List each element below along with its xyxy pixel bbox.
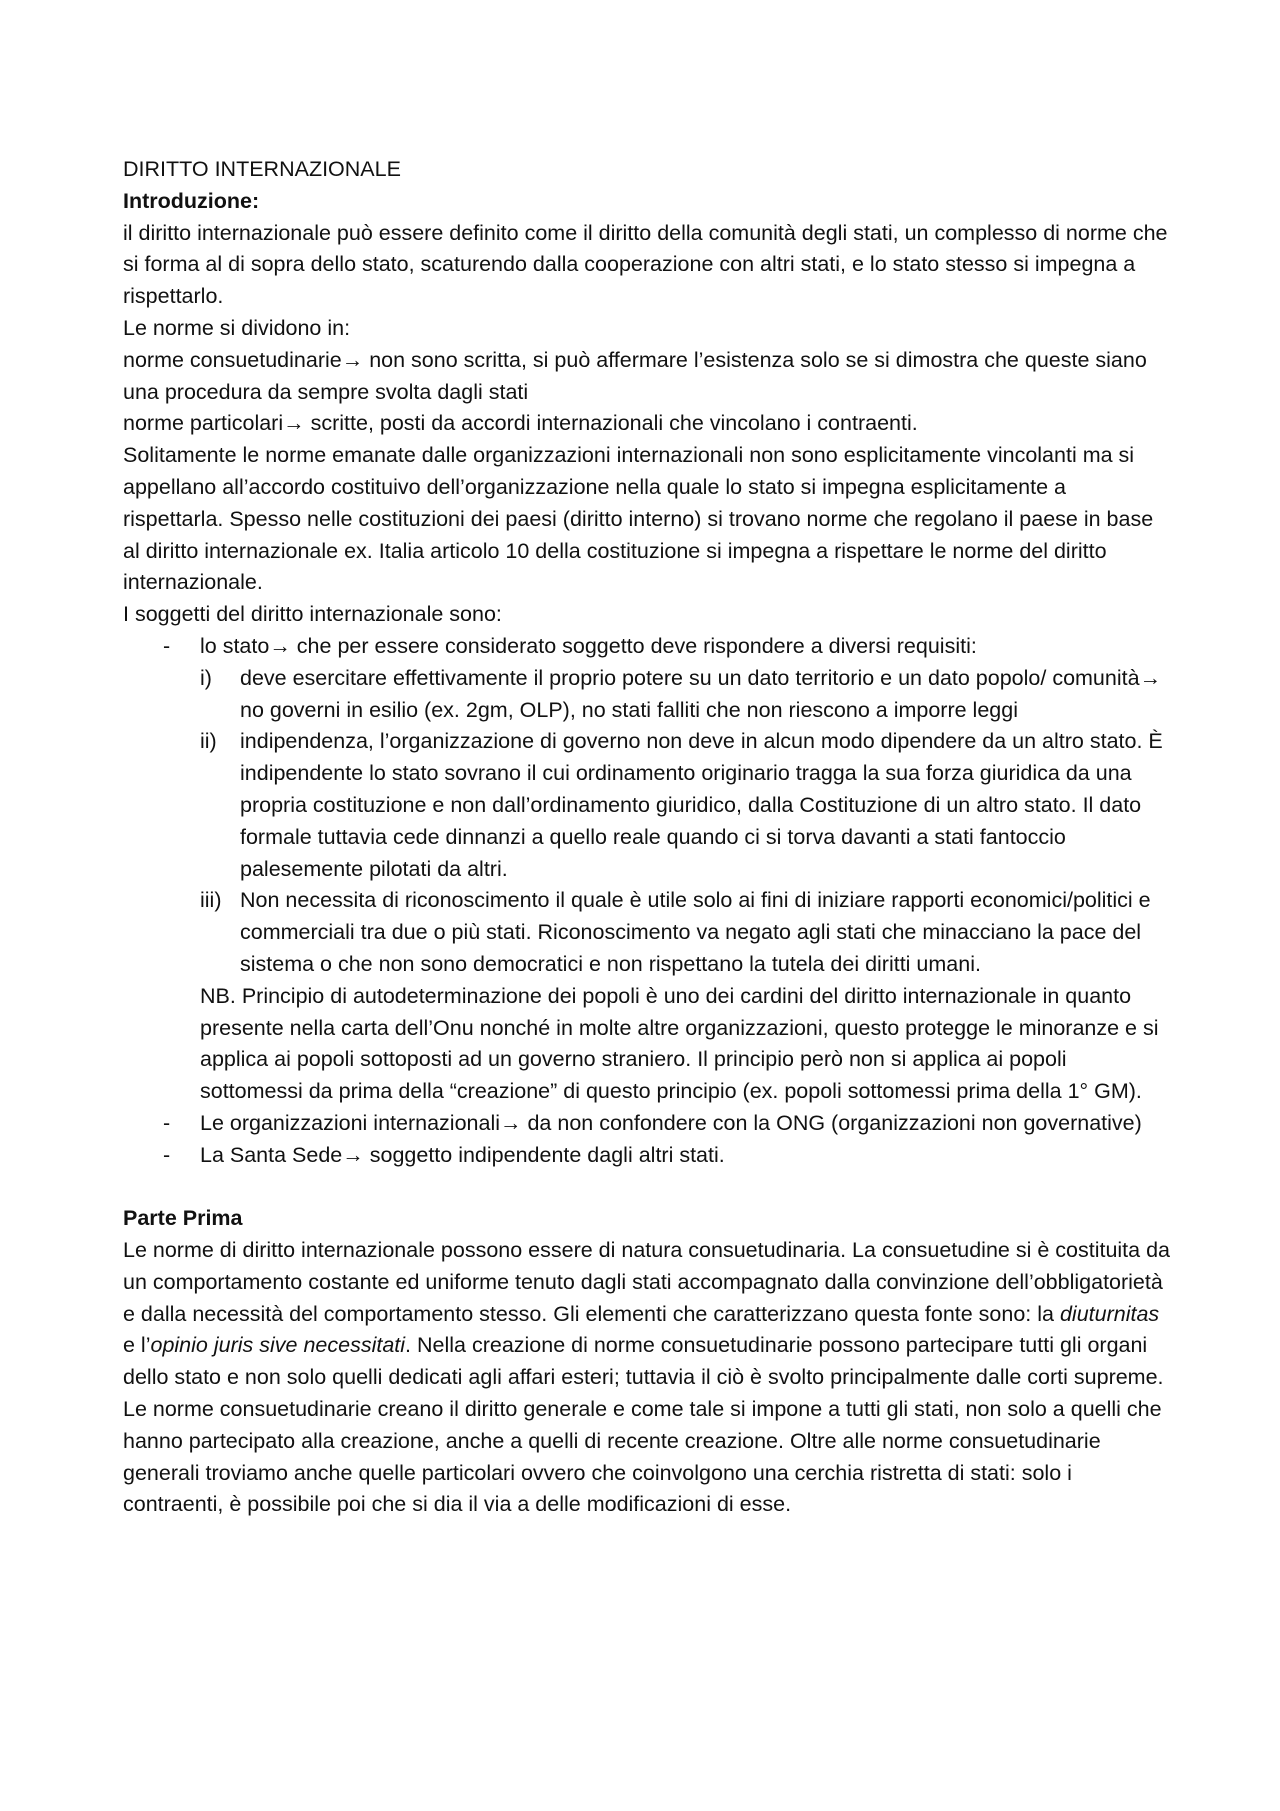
dash-marker: - <box>163 633 171 658</box>
stato-term: lo stato <box>200 633 270 658</box>
organizzazioni-text: da non confondere con la ONG (organizzazioni non governative) <box>521 1110 1142 1135</box>
divide-line: Le norme si dividono in: <box>123 315 351 340</box>
arrow-icon: → <box>269 633 291 658</box>
intro-paragraph: il diritto internazionale può essere definito come il diritto della comunità degli stati, un complesso di norme che si forma al di sopra dello stato, scaturendo dalla cooperazione con altri stati, e lo stato stesso si impegna a rispettarlo. <box>123 220 1168 309</box>
list-item-santa-sede <box>123 1140 1170 1172</box>
santa-sede-text: soggetto indipendente dagli altri stati. <box>363 1142 725 1167</box>
intro-heading: Introduzione: <box>123 188 260 213</box>
requirement-1-text-a: deve esercitare effettivamente il proprio potere su un dato territorio e un dato popolo/ comunità <box>240 665 1140 690</box>
diuturnitas-term: diuturnitas <box>1059 1301 1160 1326</box>
parte-text-a: Le norme di diritto internazionale possono essere di natura consuetudinaria. La consuetudine si è costituita da un comportamento costante ed uniforme tenuto dagli stati accompagnato dalla convinzione dell’obbligatorietà e dalla necessità del comportamento stesso. Gli elementi che caratterizzano questa fonte sono: la <box>123 1238 1170 1326</box>
requirement-3 <box>123 885 1170 980</box>
requirement-2 <box>123 726 1170 885</box>
particolari-text: scritte, posti da accordi internazionali che vincolano i contraenti. <box>304 411 918 436</box>
particolari-term: norme particolari <box>123 411 284 436</box>
requirement-1 <box>123 663 1170 727</box>
document-title: DIRITTO INTERNAZIONALE <box>123 157 401 181</box>
opinio-juris-term: opinio juris sive necessitati <box>150 1333 406 1358</box>
dash-marker: - <box>163 1110 171 1135</box>
roman-marker: iii) <box>200 888 222 913</box>
parte-prima-heading: Parte Prima <box>123 1206 243 1231</box>
soggetti-line: I soggetti del diritto internazionale sono: <box>123 602 502 627</box>
parte-text-b: e l’ <box>123 1333 151 1358</box>
nb-note: NB. Principio di autodeterminazione dei popoli è uno dei cardini del diritto internazionale in quanto presente nella carta dell’Onu nonché in molte altre organizzazioni, questo protegge le minoranze e si applica ai popoli sottoposti ad un governo straniero. Il principio però non si applica ai popoli sottomessi da prima della “creazione” di questo principio (ex. popoli sottomessi prima della 1° GM). <box>200 983 1159 1104</box>
arrow-icon: → <box>341 347 364 372</box>
roman-marker: i) <box>200 665 212 690</box>
arrow-icon: → <box>1139 665 1162 690</box>
arrow-icon: → <box>500 1110 522 1135</box>
consuetudinarie-term: norme consuetudinarie <box>123 347 342 372</box>
arrow-icon: → <box>283 411 305 436</box>
requirement-1-text-b: no governi in esilio (ex. 2gm, OLP), no stati falliti che non riescono a imporre leggi <box>240 697 1018 722</box>
santa-sede-term: La Santa Sede <box>200 1142 343 1167</box>
parte-text-c: . Nella creazione di norme consuetudinarie possono partecipare tutti gli organi dello stato e non solo quelli dedicati agli affari esteri; tuttavia il ciò è svolto principalmente dalle corti supreme. Le norme consuetudinarie creano il diritto generale e come tale si impone a tutti gli stati, non solo a quelli che hanno partecipato alla creazione, anche a quelli di recente creazione. Oltre alle norme consuetudinarie generali troviamo anche quelle particolari ovvero che coinvolgono una cerchia ristretta di stati: solo i contraenti, è possibile poi che si dia il via a delle modificazioni di esse. <box>123 1333 1164 1517</box>
consuetudinarie-item <box>123 345 1170 409</box>
organizzazioni-term: Le organizzazioni internazionali <box>200 1110 500 1135</box>
consuetudinarie-text: non sono scritta, si può affermare l’esistenza solo se si dimostra che queste siano una procedura da sempre svolta dagli stati <box>123 347 1147 404</box>
solitamente-paragraph: Solitamente le norme emanate dalle organizzazioni internazionali non sono esplicitamente vincolanti ma si appellano all’accordo costituivo dell’organizzazione nella quale lo stato si impegna esplicitamente a rispettarla. Spesso nelle costituzioni dei paesi (diritto interno) si trovano norme che regolano il paese in base al diritto internazionale ex. Italia articolo 10 della costituzione si impegna a rispettare le norme del diritto internazionale. <box>123 443 1154 595</box>
list-item-stato <box>123 631 1170 663</box>
blank-line <box>123 1172 1170 1204</box>
particolari-item <box>123 408 1170 440</box>
requirement-3-text: Non necessita di riconoscimento il quale è utile solo ai fini di iniziare rapporti economici/politici e commerciali tra due o più stati. Riconoscimento va negato agli stati che minacciano la pace del sistema o che non sono democratici e non rispettano la tutela dei diritti umani. <box>240 888 1151 976</box>
stato-text: che per essere considerato soggetto deve rispondere a diversi requisiti: <box>290 633 977 658</box>
dash-marker: - <box>163 1142 171 1167</box>
list-item-organizzazioni <box>123 1108 1170 1140</box>
roman-marker: ii) <box>200 729 217 754</box>
arrow-icon: → <box>342 1142 364 1167</box>
requirement-2-text: indipendenza, l’organizzazione di governo non deve in alcun modo dipendere da un altro stato. È indipendente lo stato sovrano il cui ordinamento originario tragga la sua forza giuridica da una propria costituzione e non dall’ordinamento giuridico, dalla Costituzione di un altro stato. Il dato formale tuttavia cede dinnanzi a quello reale quando ci si torva davanti a stati fantoccio palesemente pilotati da altri. <box>240 729 1163 881</box>
parte-prima-paragraph <box>123 1235 1170 1521</box>
